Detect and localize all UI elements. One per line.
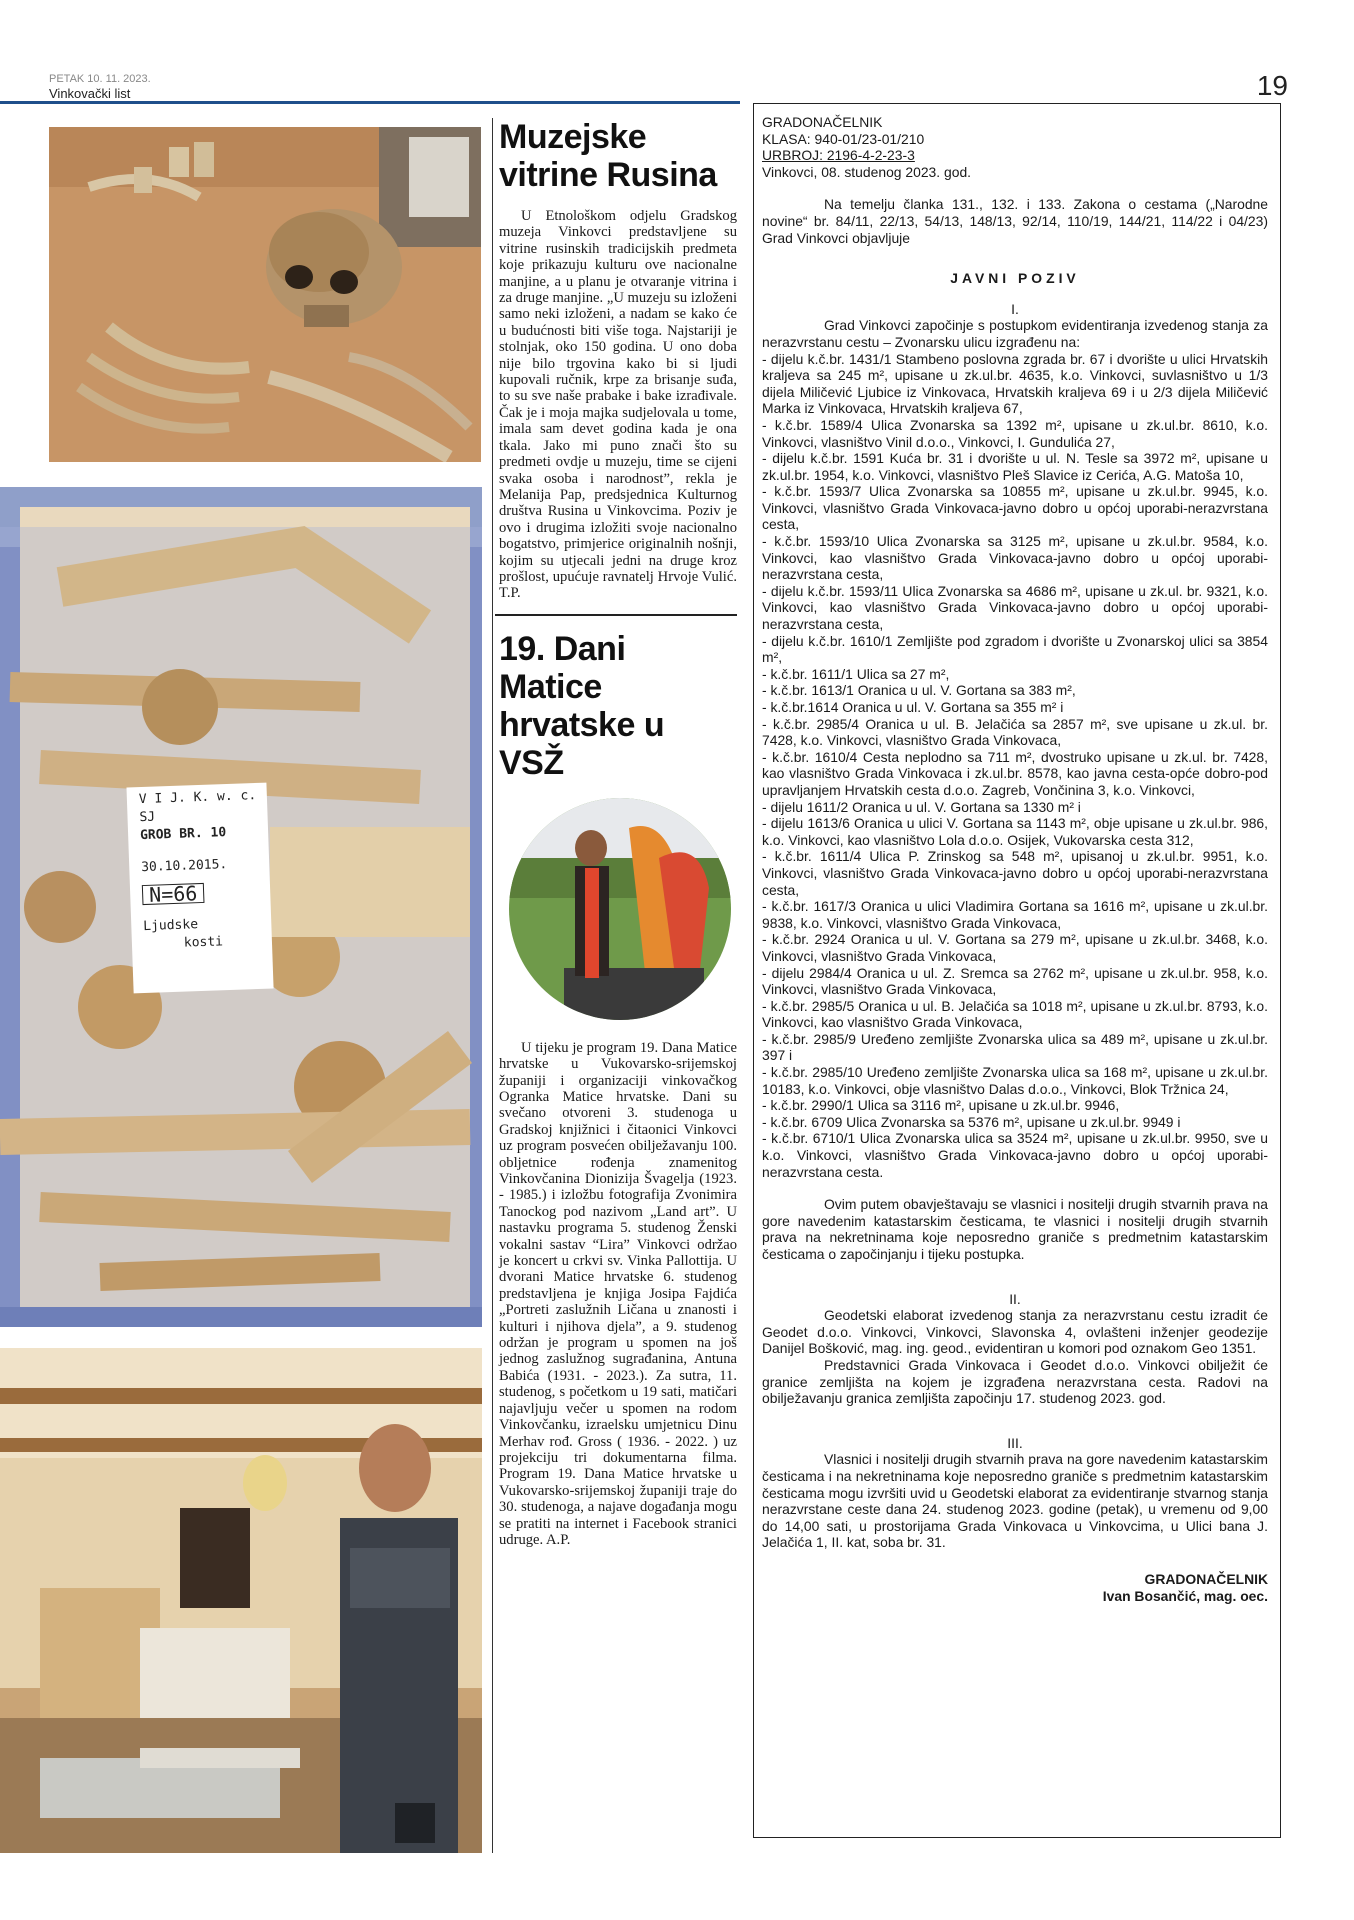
middle-column [495, 118, 737, 1548]
notice-title: JAVNI POZIV [950, 270, 1080, 287]
parcel-item: - k.č.br. 2985/9 Uređeno zemljište Zvonarska ulica sa 489 m², upisane u zk.ul.br. 397 i [762, 1030, 1268, 1064]
parcel-item: - k.č.br. 1593/7 Ulica Zvonarska sa 10855 m², upisane u zk.ul.br. 9945, k.o. Vinkovci, vlasništvo Grada Vinkovaca-javno dobro u općoj uporabi-nerazvrstana cesta, [762, 483, 1268, 533]
note-line: V I J. K. w. c. [138, 788, 257, 808]
note-line: 30.10.2015. [140, 857, 228, 876]
parcel-item: - k.č.br. 2985/5 Oranica u ul. B. Jelačića sa 1018 m², upisane u zk.ul.br. 8793, k.o. Vinkovci, kao vlasništvo Grada Vinkovaca, [762, 997, 1268, 1031]
page-number: 19 [1256, 70, 1288, 101]
parcel-item: - k.č.br. 2990/1 Ulica sa 3116 m², upisane u zk.ul.br. 9946, [762, 1097, 1120, 1114]
parcel-item: - k.č.br. 1617/3 Oranica u ulici Vladimira Gortana sa 1616 m², upisane u zk.ul.br. 9838, k.o. Vinkovci, vlasništvo Grada Vinkovaca, [762, 898, 1268, 931]
notice-section-1-text: Grad Vinkovci započinje s postupkom evidentiranja izvedenog stanja za nerazvrstanu cestu – Zvonarsku ulicu izgrađenu na: [762, 317, 1268, 350]
parcel-item: - k.č.br. 1611/1 Ulica sa 27 m², [762, 665, 950, 682]
parcel-item: - k.č.br. 2985/4 Oranica u ul. B. Jelačića sa 2857 m², sve upisane u zk.ul. br. 7428, k.o. Vinkovci, vlasništvo Grada Vinkovaca, [762, 715, 1268, 749]
signature-name: Ivan Bosančić, mag. oec. [1102, 1587, 1268, 1604]
parcel-item: - dijelu 1611/2 Oranica u ul. V. Gortana sa 1330 m² i [762, 798, 1081, 815]
notice-intro: Na temelju članka 131., 132. i 133. Zakona o cestama („Narodne novine“ br. 84/11, 22/13, 54/13, 148/13, 92/14, 110/19, 144/21, 114/22 i 04/23) Grad Vinkovci objavljuje [762, 196, 1268, 246]
parcel-item: - dijelu k.č.br. 1593/11 Ulica Zvonarska sa 4686 m², upisane u zk.ul. br. 9321, k.o. Vinkovci, kao vlasništvo Grada Vinkovaca-javno dobro u općoj uporabi-nerazvrstana cesta, [762, 582, 1268, 633]
parcel-list [762, 351, 1268, 1181]
parcel-item: - k.č.br. 2924 Oranica u ul. V. Gortana sa 279 m², upisane u zk.ul.br. 3468, k.o. Vinkovci, vlasništvo Grada Vinkovaca, [762, 931, 1268, 964]
parcel-item: - dijelu k.č.br. 1591 Kuća br. 31 i dvorište u ul. N. Tesle sa 3972 m², upisane u zk.ul.br. 1954, k.o. Vinkovci, vlasništvo Pleš Slavice iz Cerića, A.G. Matoša 10, [762, 450, 1268, 483]
article-body-matica [495, 1040, 737, 1549]
parcel-item: - k.č.br.1614 Oranica u ul. V. Gortana sa 355 m² i [762, 699, 1064, 715]
public-notice [753, 103, 1281, 1838]
notice-date: Vinkovci, 08. studenog 2023. god. [762, 163, 972, 180]
note-line: Ljudske [143, 917, 199, 935]
notice-section-3-text: Vlasnici i nositelji drugih stvarnih prava na gore navedenim katastarskim česticama i na nekretninama koje neposredno graniče s predmetnim katastarskim česticama mogu izvršiti uvid u Geodetski elaborat za evidentiranje stvarnog stanja nerazvrstane ceste dana 24. studenog 2023. godine (petak), u vremenu od 9,00 do 14,00 sati, u prostorijama Grada Vinkovaca u Vinkovcima, u Ulici bana J. Jelačića 1, II. kat, soba br. 31. [762, 1451, 1268, 1551]
note-line: SJ [139, 809, 156, 826]
portrait-photo [509, 798, 731, 1020]
notice-section-3: III. [1007, 1434, 1023, 1451]
newspaper-name: Vinkovački list [49, 86, 131, 101]
parcel-item: - dijelu 2984/4 Oranica u ul. Z. Sremca sa 2762 m², upisane u zk.ul.br. 958, k.o. Vinkovci, vlasništvo Grada Vinkovaca, [762, 964, 1268, 998]
notice-section-1: I. [1011, 300, 1019, 317]
photo-skull-bones [49, 127, 481, 462]
parcel-item: - k.č.br. 1613/1 Oranica u ul. V. Gortana sa 383 m², [762, 682, 1076, 699]
notice-office: GRADONAČELNIK [762, 114, 883, 130]
header-rule [0, 101, 740, 104]
parcel-item: - k.č.br. 1589/4 Ulica Zvonarska sa 1392 m², upisane u zk.ul.br. 8610, k.o. Vinkovci, vlasništvo Vinil d.o.o., Vinkovci, I. Gundulića 27, [762, 416, 1268, 450]
article-headline-rusin: Muzejske vitrine Rusina [499, 118, 717, 194]
issue-date: PETAK 10. 11. 2023. [49, 73, 151, 85]
photo-bones-box [0, 487, 482, 1327]
article-paragraph: U tijeku je program 19. Dana Matice hrvatske u Vukovarsko-srijemskoj županiji i organizaciji vinkovačkog Ogranka Matice hrvatske. Dani su svečano otvoreni 3. studenoga u Gradskoj knjižnici i čitaonici Vinkovci uz program posvećen obilježavanju 100. obljetnice rođenja znamenitog Vinkovčanina Dionizija Švagelja (1923. - 1985.) i izložbu fotografija Zvonimira Tanockog pod nazivom „Land art”. U nastavku programa 5. studenog Ženski vokalni sastav “Lira” Vinkovci održao je koncert u crkvi sv. Vinka Pallottija. U dvorani Matice hrvatske 6. studenog predstavljena je knjiga Josipa Fajdića „Portreti zaslužnih Ličana u znanosti i kulturi i njihova djela”, a 9. studenog održan je program u spomen na još jednog zaslužnog sugrađanina, Antuna Babića (1931. - 2023.). Za sutra, 11. studenog, s početkom u 19 sati, matičari najavljuju večer u spomen na rodom Vinkovčanku, izraelsku umjetnicu Dinu Merhav rođ. Gross ( 1936. - 2022. ) uz projekciju tri dokumentarna filma. Program 19. Dana Matice hrvatske u Vukovarsko-srijemskoj županiji traje do 30. studenoga, a najave događanja mogu se pratiti na internet i Facebook stranici udruge. A.P. [499, 1039, 737, 1548]
notice-section-2-text-1: Geodetski elaborat izvedenog stanja za nerazvrstanu cestu izradit će Geodet d.o.o. Vinkovci, Vinkovci, Slavonska 4, ovlašteni inženjer geodezije Danijel Bošković, mag. ing. geod., evidentiran u komori pod oznakom Geo 1351. [762, 1307, 1268, 1357]
parcel-item: - k.č.br. 6710/1 Ulica Zvonarska ulica sa 3524 m², upisane u zk.ul.br. 9950, sve u k.o. Vinkovci, vlasništvo Grada Vinkovaca-javno dobro u općoj uporabi- nerazvrstana cesta. [762, 1130, 1268, 1180]
parcel-item: - k.č.br. 2985/10 Uređeno zemljište Zvonarska ulica sa 168 m², upisane u zk.ul.br. 10183, k.o. Vinkovci, obje vlasništvo Dalas d.o.o., Vinkovci, Blok Tržnica 24, [762, 1064, 1268, 1097]
notice-section-2-text-2: Predstavnici Grada Vinkovaca i Geodet d.o.o. Vinkovci obilježit će granice zemljišta na kojem je izgrađena nerazvrstana cesta. Radovi na obilježavanju granica zemljišta započinju 17. studenog 2023. god. [762, 1356, 1268, 1407]
notice-klasa: KLASA: 940-01/23-01/210 [762, 130, 925, 147]
parcel-item: - dijelu k.č.br. 1431/1 Stambeno poslovna zgrada br. 67 i dvorište u ulici Hrvatskih kraljeva sa 245 m², upisane u zk.ul.br. 4635, k.o. Vinkovci, suvlasništvo u 1/3 dijela Miličević Ljubice iz Vinkovaca, Hrvatskih kraljeva 69 i u 2/3 dijela Miličević Marka iz Vinkovaca, Hrvatskih kraljeva 67, [762, 350, 1268, 417]
bone-label-note [139, 787, 266, 991]
article-body-rusin [495, 208, 737, 602]
signature-title: GRADONAČELNIK [1144, 1570, 1268, 1587]
parcel-item: - k.č.br. 1610/4 Cesta neplodno sa 711 m², dvostruko upisane u zk.ul. br. 7428, kao vlasništvo Grada Vinkovaca i zk.ul.br. 8578, kao javna cesta-opće dobro-pod upravljanjem Hrvatskih cesta d.o.o. Zagreb, Vončinina 3, k.o. Vinkovci, [762, 748, 1268, 798]
note-line: N=66 [142, 883, 205, 905]
notice-owners-paragraph: Ovim putem obavještavaju se vlasnici i nositelji drugih stvarnih prava na gore navedenim katastarskim česticama, te vlasnici i nositelji drugih stvarnih prava na nekretninama koje neposredno graniče s predmetnim katastarskim česticama o započinjanju i tijeku postupka. [762, 1196, 1268, 1262]
parcel-item: - k.č.br. 6709 Ulica Zvonarska sa 5376 m², upisane u zk.ul.br. 9949 i [762, 1113, 1181, 1130]
parcel-item: - k.č.br. 1611/4 Ulica P. Zrinskog sa 548 m², upisanoj u zk.ul.br. 9951, k.o. Vinkovci, vlasništvo Grada Vinkovaca-javno dobro u općoj uporabi-nerazvrstana cesta, [762, 848, 1268, 898]
photo-museum-storage [0, 1348, 482, 1853]
notice-section-2: II. [1009, 1290, 1021, 1307]
note-line: kosti [183, 934, 224, 951]
article-paragraph: U Etnološkom odjelu Gradskog muzeja Vinkovci predstavljene su vitrine rusinskih tradicijskih predmeta koje prikazuju kulturu ove nacionalne manjine, a u planu je otvaranje vitrina i za druge manjine. „U muzeju su izloženi samo neki izloženi, a nadam se kako će u budućnosti biti više toga. Najstariji je stolnjak, oko 150 godina. U ono doba nije bilo trgovina kako bi si ljudi kupovali ručnik, krpe za brisanje suđa, to su sve naše prabake i bake izrađivale. Čak je i moja majka sudjelovala u tome, imala sam devet godina kada je ona tkala. Jako mi puno znači što su predmeti ovdje u muzeju, time se cijeni svaka osoba i narodnost”, rekla je Melanija Pap, predsjednica Kulturnog društva Rusina u Vinkovcima. Poziv je ovo i drugima izložiti svoje nacionalno bogatstvo, primjerice originalnih nošnji, kojim su utjecali jedni na druge kroz prošlost, upućuje ravnatelj Hrvoje Vulić. T.P. [499, 208, 737, 602]
parcel-item: - dijelu k.č.br. 1610/1 Zemljište pod zgradom i dvorište u Zvonarskoj ulici sa 3854 m², [762, 632, 1268, 666]
parcel-item: - k.č.br. 1593/10 Ulica Zvonarska sa 3125 m², upisane u zk.ul.br. 9584, k.o. Vinkovci, kao vlasništvo Grada Vinkovaca-javno dobro u općoj uporabi-nerazvrstana cesta, [762, 533, 1268, 583]
notice-urbroj: URBROJ: 2196-4-2-23-3 [762, 147, 915, 164]
notice-header [762, 114, 1268, 180]
article-separator [495, 614, 737, 616]
note-line: GROB BR. 10 [139, 825, 227, 844]
parcel-item: - dijelu 1613/6 Oranica u ulici V. Gortana sa 1143 m², obje upisane u zk.ul.br. 986, k.o. Vinkovci, kao vlasništvo Lola d.o.o. Osijek, Vukovarska cesta 312, [762, 815, 1268, 848]
column-divider [492, 118, 493, 1853]
article-headline-matica: 19. Dani Matice hrvatske u VSŽ [499, 629, 665, 782]
